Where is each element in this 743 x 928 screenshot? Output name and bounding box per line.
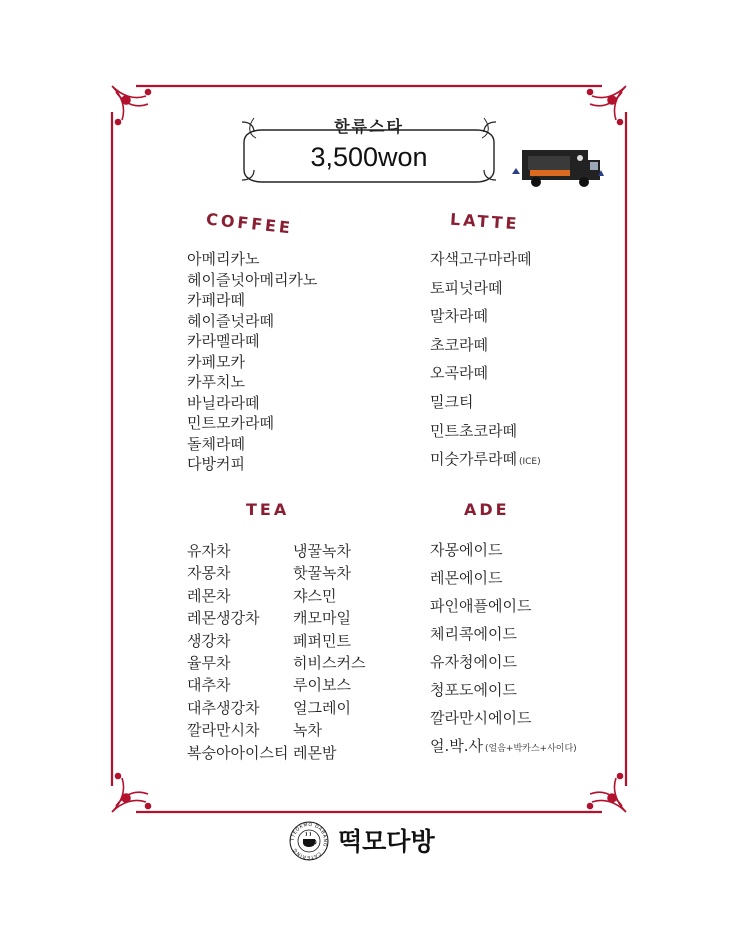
list-item: 토피넛라떼	[430, 278, 503, 297]
list-item: 복숭아아이스티	[187, 743, 289, 762]
logo-badge-icon	[286, 818, 332, 864]
list-item: 깔라만시차	[187, 721, 260, 740]
list-item: 파인애플에이드	[430, 597, 532, 615]
brand-title: 한류스타	[334, 117, 404, 136]
list-item: 밀크티	[430, 392, 474, 411]
list-item: 레몬생강차	[187, 609, 260, 628]
list-item: 레몬밤	[293, 743, 337, 762]
logo-badge-text: TTEOKMO DABANG · CATERING	[290, 822, 328, 860]
list-item: 말차라떼	[430, 307, 488, 326]
item-label: 얼.박.사	[430, 737, 484, 755]
list-item: 헤이즐넛아메리카노	[187, 270, 318, 289]
list-item: 히비스커스	[293, 653, 366, 672]
logo-text: 떡모다방	[338, 827, 435, 856]
list-item: 아메리카노	[187, 250, 260, 268]
coffee-list	[187, 248, 317, 474]
brand-logo	[286, 818, 456, 864]
list-item: 유자청에이드	[430, 653, 517, 671]
list-item: 카라멜라떼	[187, 332, 260, 350]
section-title-tea: TEA	[246, 500, 290, 519]
list-item: 체리콕에이드	[430, 625, 517, 643]
list-item: 초코라떼	[430, 335, 488, 354]
tea-list-col2	[293, 540, 365, 764]
list-item: 냉꿀녹차	[293, 542, 351, 560]
price-label: 3,500won	[310, 142, 428, 172]
list-item: 대추생강차	[187, 698, 260, 717]
list-item: 페퍼민트	[293, 631, 351, 650]
list-item	[430, 735, 577, 763]
list-item: 대추차	[187, 676, 231, 695]
title-box	[240, 108, 498, 186]
list-item: 얼그레이	[293, 698, 351, 717]
list-item: 민트초코라떼	[430, 421, 517, 440]
section-title-latte: LATTE	[449, 209, 521, 234]
list-item: 녹차	[293, 721, 322, 740]
ade-list	[430, 539, 577, 763]
list-item: 자색고구마라떼	[430, 250, 532, 268]
list-item: 자몽차	[187, 564, 231, 583]
item-note: (ICE)	[518, 457, 541, 468]
list-item: 유자차	[187, 542, 231, 560]
item-note: (얼음+박카스+사이다)	[485, 744, 577, 754]
section-title-coffee: COFFEE	[205, 209, 294, 238]
food-truck-icon	[508, 144, 606, 194]
list-item: 생강차	[187, 631, 231, 650]
list-item: 카페모카	[187, 352, 245, 371]
list-item: 율무차	[187, 653, 231, 672]
list-item: 다방커피	[187, 455, 245, 473]
latte-list	[430, 248, 541, 477]
tea-list-col1	[187, 540, 288, 764]
item-label: 미숫가루라떼	[430, 450, 517, 469]
list-item: 캐모마일	[293, 609, 351, 628]
list-item: 카푸치노	[187, 373, 245, 391]
list-item: 민트모카라떼	[187, 414, 274, 432]
list-item: 레몬차	[187, 586, 231, 605]
list-item: 카페라떼	[187, 291, 245, 309]
list-item: 자몽에이드	[430, 541, 503, 559]
section-title-ade: ADE	[464, 500, 510, 519]
list-item	[430, 448, 541, 477]
list-item: 루이보스	[293, 676, 351, 695]
list-item: 깔라만시에이드	[430, 709, 532, 727]
list-item: 바닐라라떼	[187, 393, 260, 412]
list-item: 헤이즐넛라떼	[187, 311, 274, 330]
list-item: 핫꿀녹차	[293, 564, 351, 583]
list-item: 돌체라떼	[187, 434, 245, 453]
list-item: 오곡라떼	[430, 364, 488, 383]
list-item: 레몬에이드	[430, 569, 503, 587]
list-item: 청포도에이드	[430, 681, 517, 699]
list-item: 쟈스민	[293, 586, 337, 605]
